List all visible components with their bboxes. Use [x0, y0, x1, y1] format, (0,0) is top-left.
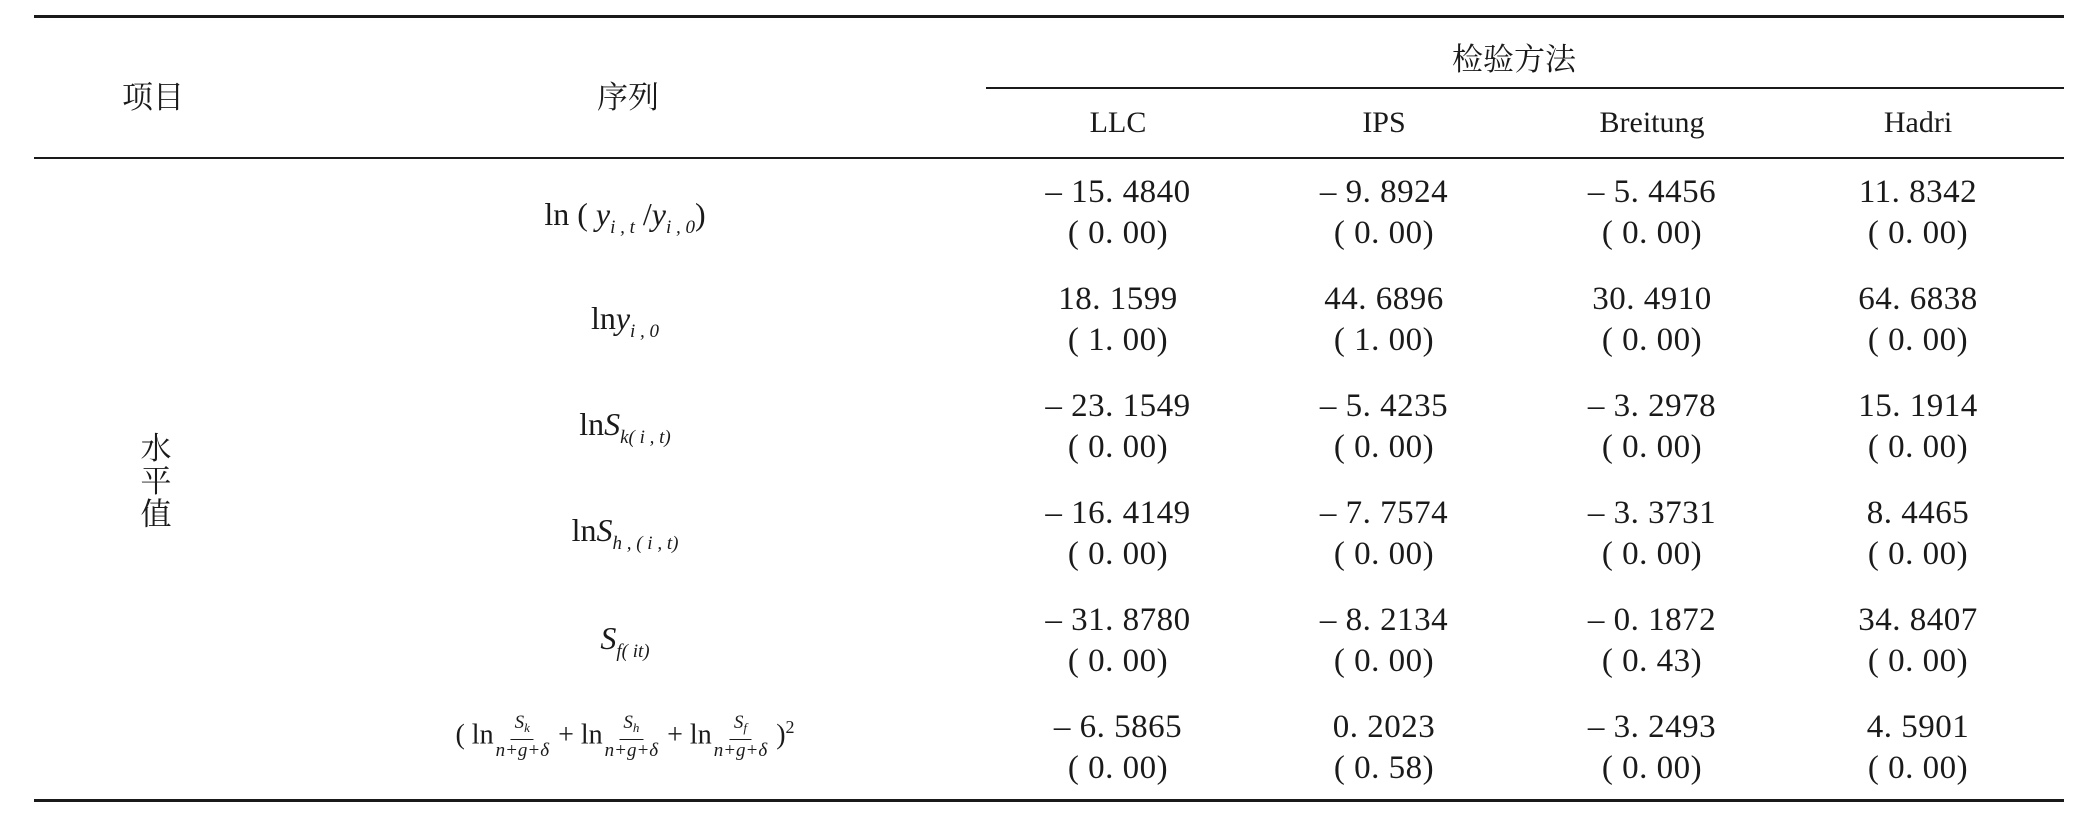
- method-group-rule: [986, 87, 2064, 89]
- cell-p-value: ( 0. 00): [1601, 536, 1703, 572]
- cell-value: 34. 8407: [1858, 602, 1978, 638]
- group-char-3: 值: [140, 497, 172, 533]
- cell-p-value: ( 0. 00): [1601, 429, 1703, 465]
- series-row-1: ln ( $y_{i , t}$ $/y_{i , 0}$): [544, 196, 706, 238]
- cell-r4-ips: [1320, 493, 1448, 575]
- header-method-group: 检验方法: [1452, 42, 1576, 78]
- cell-p-value: ( 0. 00): [1333, 429, 1435, 465]
- cell-p-value: ( 0. 00): [1601, 215, 1703, 251]
- cell-r5-hadri: [1858, 600, 1978, 682]
- cell-value: – 8. 2134: [1319, 602, 1449, 638]
- cell-value: – 15. 4840: [1045, 174, 1191, 210]
- cell-p-value: ( 0. 00): [1067, 429, 1169, 465]
- cell-p-value: ( 0. 58): [1333, 750, 1435, 786]
- cell-p-value: ( 0. 00): [1333, 215, 1435, 251]
- header-bottom-rule: [34, 157, 2064, 159]
- series-row-2: lny$_{i , 0}$: [590, 300, 660, 342]
- cell-r3-ips: [1320, 386, 1448, 468]
- cell-r4-llc: [1045, 493, 1190, 575]
- header-breitung: Breitung: [1599, 106, 1705, 139]
- cell-value: 4. 5901: [1866, 709, 1970, 745]
- header-item: 项目: [122, 80, 184, 116]
- series-row-6: ( ln $\frac{S_k}{n+g+\delta}$ + ln $\frac{S_h}{n+g+\delta}$ + ln $\frac{S_f}{n+g+\delta}$ )$^2$: [455, 712, 795, 761]
- cell-r6-llc: [1054, 707, 1182, 789]
- cell-p-value: ( 0. 00): [1067, 215, 1169, 251]
- cell-value: – 5. 4456: [1587, 174, 1717, 210]
- cell-p-value: ( 0. 00): [1867, 643, 1969, 679]
- cell-r5-llc: [1045, 600, 1190, 682]
- cell-p-value: ( 0. 00): [1867, 215, 1969, 251]
- cell-r3-llc: [1045, 386, 1190, 468]
- group-char-1: 水: [140, 431, 172, 467]
- cell-r1-hadri: [1859, 172, 1977, 254]
- cell-r5-ips: [1320, 600, 1448, 682]
- cell-r1-ips: [1320, 172, 1448, 254]
- cell-p-value: ( 1. 00): [1333, 322, 1435, 358]
- cell-r2-hadri: [1858, 279, 1978, 361]
- header-llc: LLC: [1089, 106, 1147, 139]
- cell-value: – 23. 1549: [1045, 388, 1191, 424]
- cell-value: – 9. 8924: [1319, 174, 1449, 210]
- cell-p-value: ( 1. 00): [1067, 322, 1169, 358]
- cell-p-value: ( 0. 00): [1867, 750, 1969, 786]
- top-rule: [34, 15, 2064, 18]
- cell-r2-breitung: [1592, 279, 1712, 361]
- cell-value: 30. 4910: [1592, 281, 1712, 317]
- cell-value: – 3. 2493: [1587, 709, 1717, 745]
- cell-p-value: ( 0. 00): [1067, 750, 1169, 786]
- header-hadri: Hadri: [1883, 106, 1953, 139]
- cell-r6-breitung: [1588, 707, 1716, 789]
- header-ips: IPS: [1362, 106, 1406, 139]
- cell-r2-ips: [1324, 279, 1444, 361]
- header-series: 序列: [597, 80, 659, 116]
- cell-r4-hadri: [1867, 493, 1970, 575]
- cell-r3-breitung: [1588, 386, 1716, 468]
- cell-value: 18. 1599: [1058, 281, 1178, 317]
- cell-value: 11. 8342: [1858, 174, 1978, 210]
- cell-value: – 3. 2978: [1587, 388, 1717, 424]
- group-char-2: 平: [140, 464, 172, 500]
- cell-r6-hadri: [1867, 707, 1970, 789]
- cell-p-value: ( 0. 00): [1867, 322, 1969, 358]
- cell-r1-breitung: [1588, 172, 1716, 254]
- cell-value: 8. 4465: [1866, 495, 1970, 531]
- cell-value: 44. 6896: [1324, 281, 1444, 317]
- cell-r5-breitung: [1588, 600, 1716, 682]
- cell-p-value: ( 0. 43): [1601, 643, 1703, 679]
- cell-value: 15. 1914: [1858, 388, 1978, 424]
- cell-value: – 6. 5865: [1053, 709, 1183, 745]
- cell-value: – 7. 7574: [1319, 495, 1449, 531]
- cell-p-value: ( 0. 00): [1067, 643, 1169, 679]
- cell-r4-breitung: [1588, 493, 1716, 575]
- cell-r6-ips: [1333, 707, 1436, 789]
- cell-p-value: ( 0. 00): [1333, 643, 1435, 679]
- cell-value: – 0. 1872: [1587, 602, 1717, 638]
- series-row-4: lnS$_{h , ( i , t)}$: [571, 512, 679, 554]
- series-row-5: $S_{f( it)}$: [600, 620, 650, 662]
- group-label: [136, 433, 176, 532]
- cell-value: – 5. 4235: [1319, 388, 1449, 424]
- series-row-3: lnS$_{k( i , t)}$: [579, 406, 671, 448]
- cell-value: – 16. 4149: [1045, 495, 1191, 531]
- cell-r3-hadri: [1858, 386, 1978, 468]
- cell-p-value: ( 0. 00): [1867, 429, 1969, 465]
- cell-value: 64. 6838: [1858, 281, 1978, 317]
- cell-p-value: ( 0. 00): [1601, 322, 1703, 358]
- cell-p-value: ( 0. 00): [1067, 536, 1169, 572]
- cell-p-value: ( 0. 00): [1867, 536, 1969, 572]
- cell-value: 0. 2023: [1332, 709, 1436, 745]
- cell-value: – 31. 8780: [1045, 602, 1191, 638]
- cell-p-value: ( 0. 00): [1333, 536, 1435, 572]
- bottom-rule: [34, 799, 2064, 802]
- cell-p-value: ( 0. 00): [1601, 750, 1703, 786]
- cell-r2-llc: [1058, 279, 1178, 361]
- cell-value: – 3. 3731: [1587, 495, 1717, 531]
- cell-r1-llc: [1045, 172, 1190, 254]
